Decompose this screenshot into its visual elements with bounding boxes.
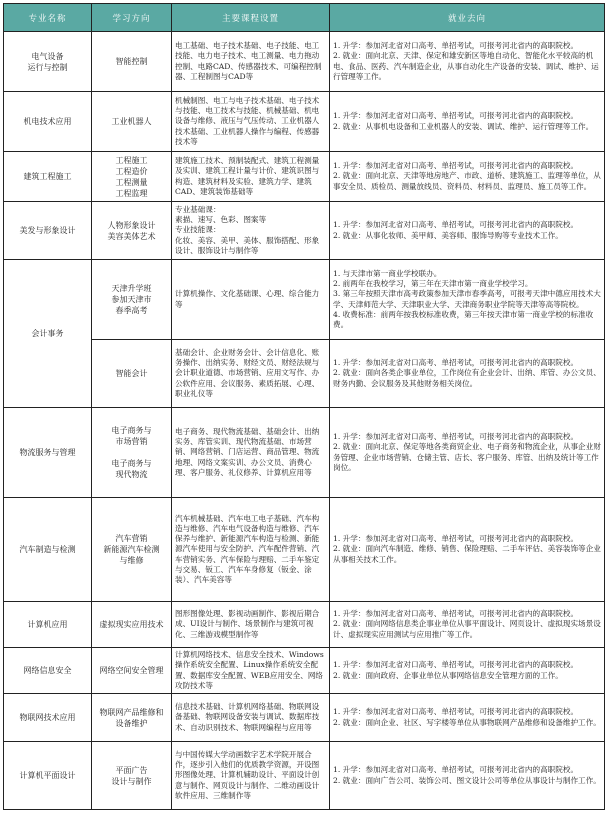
major-name-text: 会计事务 bbox=[31, 329, 64, 338]
major-name-text: 汽车制造与检测 bbox=[19, 545, 76, 554]
employment-info-text: 1. 升学：参加河北省对口高考、单招考试，可报考河北省内的高职院校。 2. 就业：面向广告公司、装饰公司、图文设计公司等单位从事设计与制作工作。 bbox=[333, 765, 601, 785]
study-direction-text: 智能控制 bbox=[115, 57, 148, 66]
major-name-text: 计算机应用 bbox=[27, 620, 68, 629]
major-name-text: 电气设备 运行与控制 bbox=[27, 51, 68, 72]
employment-info bbox=[330, 694, 605, 742]
employment-info bbox=[330, 152, 605, 202]
major-name-text: 建筑工程施工 bbox=[23, 172, 72, 181]
employment-info bbox=[330, 92, 605, 152]
study-direction bbox=[92, 648, 172, 694]
course-list-text: 机械制图、电工与电子技术基础、电子技术与技能、电工技术与技能、机械基础、机电设备与维修、液压与气压传动、工业机器人技术基础、工业机器人操作与编程、传感器技术等 bbox=[175, 95, 320, 146]
course-list bbox=[172, 260, 330, 340]
table-row bbox=[4, 498, 605, 602]
study-direction bbox=[92, 202, 172, 260]
employment-info bbox=[330, 602, 605, 648]
employment-info-text: 1. 与天津市第一商业学校联办。 2. 前两年在我校学习，第三年在天津市第一商业学校学习。 3. 第三年按照天津市高考政策参加天津市春季高考，可报考天津中德应用技术大学、天津师范大学、天津职业大学、天津商务职业学院等天津等高等院校。 4. 收费标准：前两年按我校标准收费，第三年按天津市第一商业学校的标准收费。 bbox=[333, 268, 601, 329]
study-direction bbox=[92, 694, 172, 742]
study-direction-text: 虚拟现实应用技术 bbox=[99, 620, 164, 629]
course-list-text: 专业基础课： 素描、速写、色彩、图案等 专业技能课： 化妆、美容、美甲、美体、服饰搭配、形象设计、服饰设计与制作等 bbox=[175, 204, 320, 255]
employment-info bbox=[330, 260, 605, 340]
table-row bbox=[4, 408, 605, 498]
employment-info-text: 1. 升学：参加河北省对口高考、单招考试，可报考河北省内的高职院校。 2. 就业：面向企业、社区、写字楼等单位从事物联网产品维修和设备维护工作。 bbox=[333, 707, 601, 727]
program-table bbox=[3, 3, 605, 810]
employment-info-text: 1. 升学：参加河北省对口高考、单招考试，可报考河北省内的高职院校。 2. 就业：从事化妆师、美甲师、美容师、服饰导购等专业技术工作。 bbox=[333, 220, 579, 240]
major-name-text: 计算机平面设计 bbox=[19, 771, 76, 780]
table-row bbox=[4, 340, 605, 408]
major-name bbox=[4, 694, 92, 742]
major-name bbox=[4, 202, 92, 260]
employment-info bbox=[330, 498, 605, 602]
course-list-text: 图形图像处理、影视动画制作、影视后期合成、UI设计与制作、场景制作与建筑可视化、三维游戏模型制作等 bbox=[175, 609, 320, 639]
employment-info bbox=[330, 202, 605, 260]
employment-info-text: 1. 升学：参加河北省对口高考、单招考试，可报考河北省内的高职院校。 2. 就业：面向北京、保定等地各类商贸企业、电子商务和物流企业，从事企业财务管理、企业市场营销、仓储主管、店长、客户服务、库管、出纳及统计等工作岗位。 bbox=[333, 432, 601, 472]
employment-info bbox=[330, 340, 605, 408]
table-row bbox=[4, 602, 605, 648]
employment-info bbox=[330, 648, 605, 694]
study-direction-text: 电子商务与 市场营销 电子商务与 现代物流 bbox=[111, 426, 152, 479]
table-row bbox=[4, 742, 605, 810]
study-direction bbox=[92, 602, 172, 648]
employment-info-text: 1. 升学：参加河北省对口高考、单招考试，可报考河北省内的高职院校。 2. 就业：面向各类企事业单位，工作岗位有企业会计、出纳、库管、办公文员、财务内勤、会议服务及其他财务相关岗位。 bbox=[333, 358, 601, 388]
course-list bbox=[172, 32, 330, 92]
study-direction-text: 平面广告 设计与制作 bbox=[111, 765, 152, 786]
employment-info-text: 1. 升学：参加河北省对口高考、单招考试，可报考河北省内的高职院校。 2. 就业：面向网络信息类企事业单位从事平面设计、网页设计、虚拟现实场景设计、虚拟现实应用测试与应用推广等工作。 bbox=[333, 609, 601, 639]
table-row bbox=[4, 152, 605, 202]
study-direction bbox=[92, 408, 172, 498]
study-direction-text: 汽车营销 新能源汽车检测 与维修 bbox=[103, 534, 160, 565]
study-direction-text: 智能会计 bbox=[115, 369, 148, 378]
study-direction bbox=[92, 742, 172, 810]
major-name bbox=[4, 152, 92, 202]
course-list-text: 汽车机械基础、汽车电工电子基础、汽车构造与维修、汽车电气设备构造与维修、汽车保养与维护、新能源汽车构造与检测、新能源汽车使用与安全防护、汽车配件营销、汽车营销实务、汽车保险与理赔、二手车鉴定与交易、钣工、汽车车身修复（钣金、涂装）、汽车美容等 bbox=[175, 513, 320, 584]
header-major: 专业名称 bbox=[4, 4, 92, 32]
course-list-text: 基础会计、企业财务会计、会计信息化、账务操作、出纳实务、财经文员、财经法规与会计职业道德、市场营销、应用文写作、办公软件应用、会议服务、素质拓展、心理、职业礼仪等 bbox=[175, 347, 320, 398]
table-row bbox=[4, 260, 605, 340]
study-direction bbox=[92, 260, 172, 340]
study-direction-text: 人物形象设计 美容美体艺术 bbox=[107, 220, 156, 241]
course-list bbox=[172, 408, 330, 498]
major-name bbox=[4, 742, 92, 810]
study-direction bbox=[92, 92, 172, 152]
study-direction-text: 工业机器人 bbox=[111, 117, 152, 126]
course-list-text: 计算机网络技术、信息安全技术、Windows操作系统安全配置、Linux操作系统安全配置、数据库安全配置、WEB应用安全、网络攻防技术等 bbox=[175, 650, 324, 690]
table-row bbox=[4, 648, 605, 694]
major-name bbox=[4, 498, 92, 602]
table-header-row bbox=[4, 4, 605, 32]
major-name-text: 物联网技术应用 bbox=[19, 713, 76, 722]
header-direction: 学习方向 bbox=[92, 4, 172, 32]
major-name bbox=[4, 648, 92, 694]
study-direction bbox=[92, 340, 172, 408]
course-list-text: 与中国传媒大学动画数字艺术学院开展合作，逐步引入他们的优质教学资源，开设图形图像处理、计算机辅助设计、平面设计创意与制作、网页设计与制作、二维动画设计软件应用、三维制作等 bbox=[175, 749, 320, 800]
course-list bbox=[172, 694, 330, 742]
study-direction-text: 物联网产品维修和 设备维护 bbox=[99, 707, 164, 728]
study-direction bbox=[92, 152, 172, 202]
study-direction-text: 工程施工 工程造价 工程测量 工程监理 bbox=[115, 155, 148, 198]
course-list-text: 建筑施工技术、预制装配式、建筑工程测量及实训、建筑工程计量与计价、建筑识图与构造、建筑材料及实验、建筑力学、建筑CAD、建筑装饰基础等 bbox=[175, 156, 320, 196]
course-list-text: 电工基础、电子技术基础、电子技能、电工技能、电力电子技术、电工测量、电力拖动控制、电路CAD、传感器技术、可编程控制器、工程制图与CAD等 bbox=[175, 41, 322, 81]
course-list bbox=[172, 742, 330, 810]
course-list-text: 信息技术基础、计算机网络基础、物联网设备基础、物联网设备安装与调试、数据库技术、自动识别技术、物联网编程与应用等 bbox=[175, 702, 320, 732]
employment-info-text: 1. 升学：参加河北省对口高考、单招考试，可报考河北省内的高职院校。 2. 就业：面向北京、天津等地房地产、市政、道桥、建筑施工、监理等单位，从事安全员、质检员、测量放线员、资料员、材料员、监理员、施工员等工作。 bbox=[333, 161, 601, 191]
study-direction bbox=[92, 32, 172, 92]
major-name bbox=[4, 92, 92, 152]
study-direction-text: 网络空间安全管理 bbox=[99, 666, 164, 675]
course-list bbox=[172, 92, 330, 152]
major-name-text: 物流服务与管理 bbox=[19, 448, 76, 457]
header-courses: 主要课程设置 bbox=[172, 4, 330, 32]
major-name bbox=[4, 32, 92, 92]
major-name-text: 机电技术应用 bbox=[23, 117, 72, 126]
table-row bbox=[4, 694, 605, 742]
employment-info-text: 1. 升学：参加河北省对口高考、单招考试，可报考河北省内的高职院校。 2. 就业：从事机电设备和工业机器人的安装、调试、维护、运行管理等工作。 bbox=[333, 111, 594, 131]
employment-info bbox=[330, 742, 605, 810]
employment-info bbox=[330, 408, 605, 498]
major-name bbox=[4, 408, 92, 498]
employment-info-text: 1. 升学：参加河北省对口高考、单招考试，可报考河北省内的高职院校。 2. 就业：面向汽车制造、维修、销售、保险理赔、二手车评估、美容装饰等企业从事相关技术工作。 bbox=[333, 534, 601, 564]
course-list bbox=[172, 340, 330, 408]
employment-info-text: 1. 升学：参加河北省对口高考、单招考试，可报考河北省内的高职院校。 2. 就业：面向北京、天津、保定和雄安新区等地自动化、智能化水平较高的机电、食品、医药、汽车制造企业，从事自动化生产设备的安装、调试、维护、运行管理等工作。 bbox=[333, 41, 599, 81]
table-row bbox=[4, 202, 605, 260]
course-list bbox=[172, 498, 330, 602]
major-name-text: 网络信息安全 bbox=[23, 666, 72, 675]
study-direction-text: 天津升学班 参加天津市 春季高考 bbox=[111, 284, 152, 315]
study-direction bbox=[92, 498, 172, 602]
course-list bbox=[172, 602, 330, 648]
employment-info bbox=[330, 32, 605, 92]
table-row bbox=[4, 32, 605, 92]
major-name-text: 美发与形象设计 bbox=[19, 226, 76, 235]
employment-info-text: 1. 升学：参加河北省对口高考、单招考试，可报考河北省内的高职院校。 2. 就业：面向政府、企事业单位从事网络信息安全管理方面的工作。 bbox=[333, 660, 579, 680]
course-list-text: 电子商务、现代物流基础、基础会计、出纳实务、库管实训、现代物流基础、市场营销、网络营销、门店运营、商品管理、物流地理、网络文案实训、办公文员、消费心理、客户服务、礼仪修养、计算机应用等 bbox=[175, 426, 320, 477]
major-name bbox=[4, 260, 92, 408]
header-employment: 就业去向 bbox=[330, 4, 605, 32]
course-list bbox=[172, 152, 330, 202]
course-list-text: 计算机操作、文化基础课、心理、综合能力等 bbox=[175, 289, 320, 309]
table-row bbox=[4, 92, 605, 152]
course-list bbox=[172, 202, 330, 260]
course-list bbox=[172, 648, 330, 694]
major-name bbox=[4, 602, 92, 648]
